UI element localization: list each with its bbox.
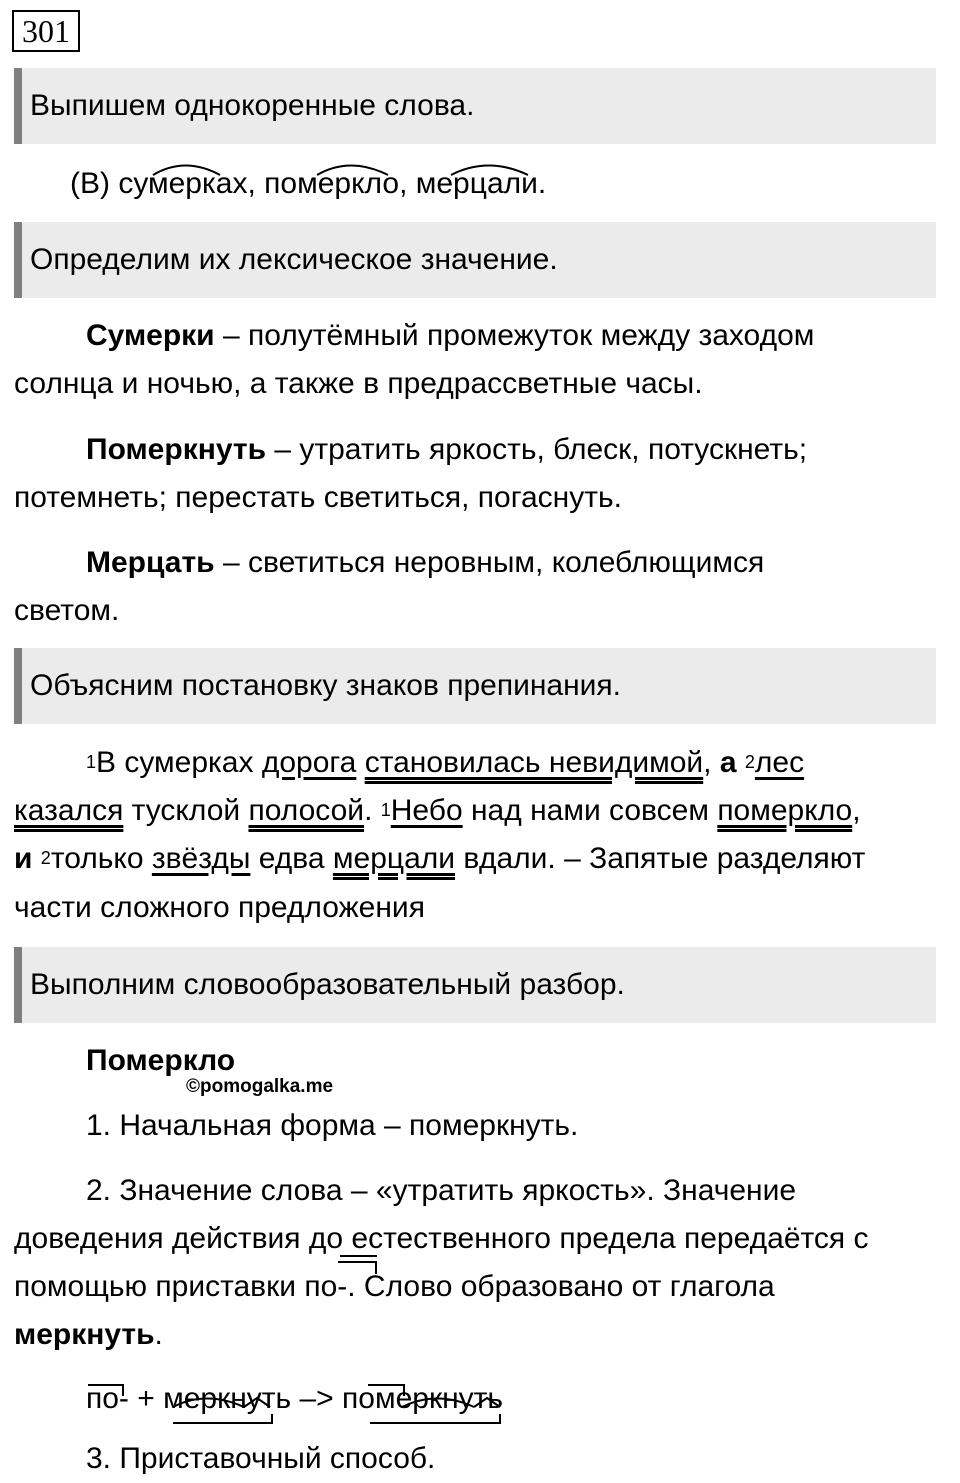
conjunction: а bbox=[719, 746, 737, 779]
sentence-line-3 bbox=[14, 841, 865, 877]
subject: звёзды bbox=[151, 842, 251, 875]
definition-3-cont: светом. bbox=[14, 594, 120, 627]
sentence-text: , bbox=[703, 746, 720, 779]
analysis-word-text: Померкло bbox=[86, 1044, 236, 1077]
clause-index: 1 bbox=[86, 752, 97, 772]
clause-index: 2 bbox=[744, 752, 755, 772]
analysis-point-3: 3. Приставочный способ. bbox=[86, 1442, 436, 1475]
cognates-line bbox=[70, 166, 546, 202]
subject: дорога bbox=[261, 746, 357, 779]
predicate: мерцали bbox=[332, 842, 456, 875]
analysis-point-2-cont: доведения действия до естественного предела передаётся с bbox=[14, 1222, 869, 1255]
sentence-line-2 bbox=[14, 793, 861, 829]
sentence-text: . bbox=[364, 794, 381, 827]
analysis-point-2-cont bbox=[14, 1317, 163, 1353]
definition-1 bbox=[86, 318, 814, 354]
analysis-word bbox=[86, 1043, 235, 1079]
definition-2-cont: потемнеть; перестать светиться, погаснуть. bbox=[14, 481, 622, 514]
predicate: померкло bbox=[717, 794, 853, 827]
sentence-text: В сумерках bbox=[96, 746, 262, 779]
watermark: ©pomogalka.me bbox=[186, 1076, 334, 1097]
sentence-text: над нами совсем bbox=[462, 794, 718, 827]
definition-3 bbox=[86, 545, 764, 581]
analysis-point-2: 2. Значение слова – «утратить яркость». Значение bbox=[86, 1174, 797, 1207]
sentence-line-1 bbox=[86, 745, 804, 781]
cognates-text: али. bbox=[486, 167, 547, 200]
root-3: мерц bbox=[415, 167, 487, 200]
term: Мерцать bbox=[86, 546, 215, 579]
sentence-text: тусклой bbox=[123, 794, 249, 827]
analysis-text: . bbox=[154, 1318, 163, 1351]
cognates-text: ло, bbox=[364, 167, 416, 200]
root-2: мерк bbox=[297, 167, 365, 200]
analysis-point-1: 1. Начальная форма – померкнуть. bbox=[86, 1109, 579, 1142]
subject: лес bbox=[754, 746, 805, 779]
definition-1-cont: солнца и ночью, а также в предрассветные часы. bbox=[14, 367, 703, 400]
sentence-text: только bbox=[50, 842, 152, 875]
section-header-punctuation: Объясним постановку знаков препинания. bbox=[14, 648, 936, 724]
cognates-prefix: (В) су bbox=[70, 167, 148, 200]
conjunction: и bbox=[14, 842, 33, 875]
definition-text: – светиться неровным, колеблющимся bbox=[214, 546, 765, 579]
section-header-cognates: Выпишем однокоренные слова. bbox=[14, 68, 936, 144]
definition-text: – полутёмный промежуток между заходом bbox=[214, 319, 815, 352]
term: Сумерки bbox=[86, 319, 215, 352]
clause-index: 2 bbox=[40, 848, 51, 868]
source-verb: меркнуть bbox=[14, 1318, 155, 1351]
sentence-line-4: части сложного предложения bbox=[14, 891, 425, 924]
predicate: казался bbox=[14, 794, 124, 827]
term: Померкнуть bbox=[86, 433, 267, 466]
definition-2 bbox=[86, 432, 807, 468]
section-header-meaning: Определим их лексическое значение. bbox=[14, 222, 936, 298]
task-number: 301 bbox=[12, 10, 80, 52]
sentence-text: вдали. – Запятые разделяют bbox=[455, 842, 866, 875]
predicate: становилась невидимой bbox=[364, 746, 704, 779]
cognates-text: ах, по bbox=[215, 167, 298, 200]
analysis-point-2-cont: помощью приставки по-. Слово образовано от глагола bbox=[14, 1270, 775, 1303]
predicate: полосой bbox=[248, 794, 365, 827]
root-1: мерк bbox=[148, 167, 216, 200]
sentence-text: , bbox=[852, 794, 861, 827]
section-header-word-formation: Выполним словообразовательный разбор. bbox=[14, 947, 936, 1023]
sentence-text: едва bbox=[250, 842, 333, 875]
sentence-text bbox=[356, 746, 364, 779]
clause-index: 1 bbox=[380, 800, 391, 820]
definition-text: – утратить яркость, блеск, потускнеть; bbox=[266, 433, 808, 466]
subject: Небо bbox=[390, 794, 463, 827]
formula: по- + меркнуть –> померкнуть bbox=[86, 1382, 504, 1415]
